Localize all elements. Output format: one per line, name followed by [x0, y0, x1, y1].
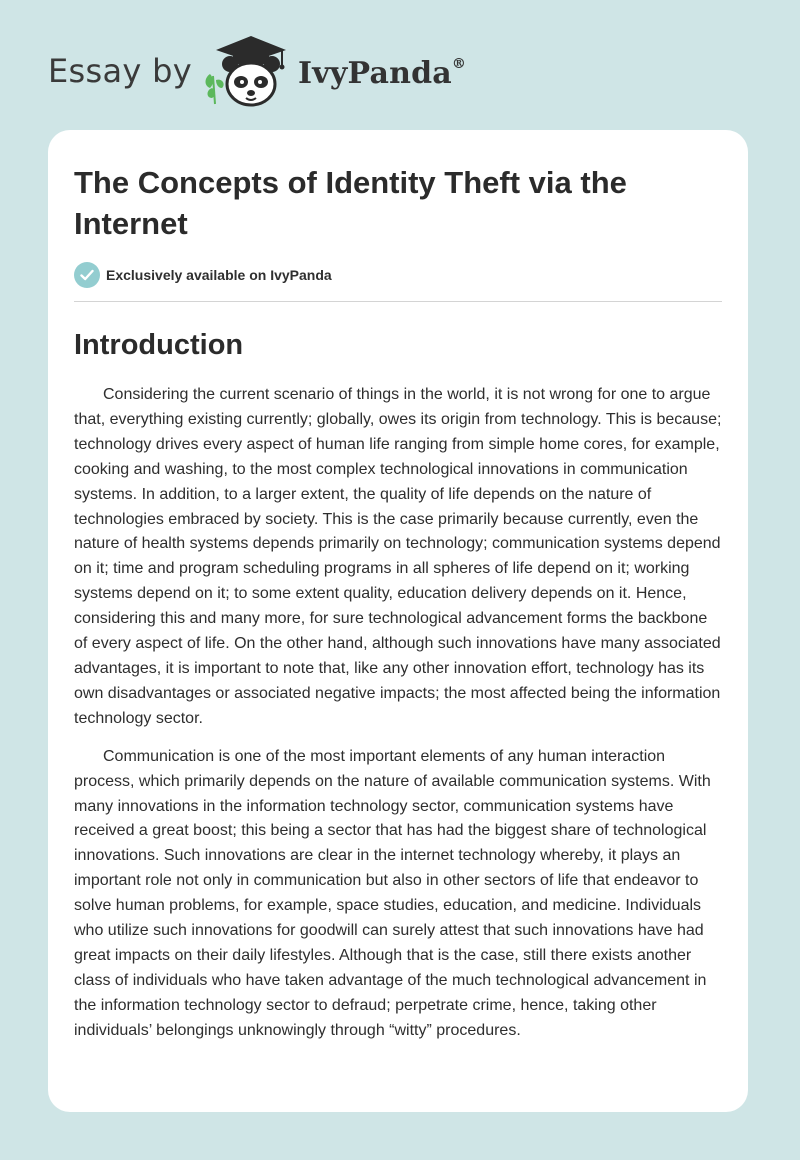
essay-card — [48, 130, 748, 1112]
check-circle-icon — [74, 262, 100, 288]
exclusive-badge-text: Exclusively available on IvyPanda — [106, 267, 332, 283]
brand-name[interactable] — [298, 56, 466, 91]
paragraph-1: Considering the current scenario of things in the world, it is not wrong for one to argue that, everything existing currently; globally, owes its origin from technology. This is because; technology drives every aspect of human life ranging from simple home cores, for example, cooking and washing, to the most complex technological innovations in communication systems. In addition, to a larger extent, the quality of life depends on the nature of technologies embraced by society. This is the case primarily because currently, even the nature of health systems depends primarily on technology; communication systems depend on it; time and program scheduling programs in all spheres of life depend on it; working systems depend on it; to some extent quality, education delivery depends on it. Hence, considering this and many more, for sure technological advancement forms the backbone of every aspect of life. On the other hand, although such innovations have many associated advantages, it is important to note that, like any other innovation effort, technology has its own disadvantages or associated negative impacts; the most affected being the information technology sector. — [74, 386, 722, 727]
section-heading-introduction: Introduction — [74, 329, 244, 361]
paragraph-2: Communication is one of the most important elements of any human interaction process, which primarily depends on the nature of available communication systems. With many innovations in the information technology sector, communication systems have received a great boost; this being a sector that has had the biggest share of technological innovations. Such innovations are clear in the internet technology whereby, it plays an important role not only in communication but also in other sectors of life that endeavor to solve human problems, for example, space studies, education, and medicine. Individuals who utilize such innovations for goodwill can surely attest that such innovations have had great impacts on their daily lifestyles. Although that is the case, still there exists another class of individuals who have taken advantage of the much technological advancement in the information technology sector to defraud; perpetrate crime, hence, taking other individuals’ belongings unknowingly through “witty” procedures. — [74, 747, 711, 1039]
brand-name-text: IvyPanda — [298, 56, 452, 91]
essay-title: The Concepts of Identity Theft via the Internet — [74, 165, 627, 241]
trademark-symbol: ® — [451, 56, 467, 72]
site-header — [48, 34, 468, 114]
essay-by-label: Essay by — [48, 52, 192, 90]
exclusive-badge — [74, 262, 722, 288]
panda-graduation-cap-logo-icon[interactable] — [202, 34, 292, 110]
divider — [74, 301, 722, 302]
leaf-icon — [206, 74, 224, 104]
